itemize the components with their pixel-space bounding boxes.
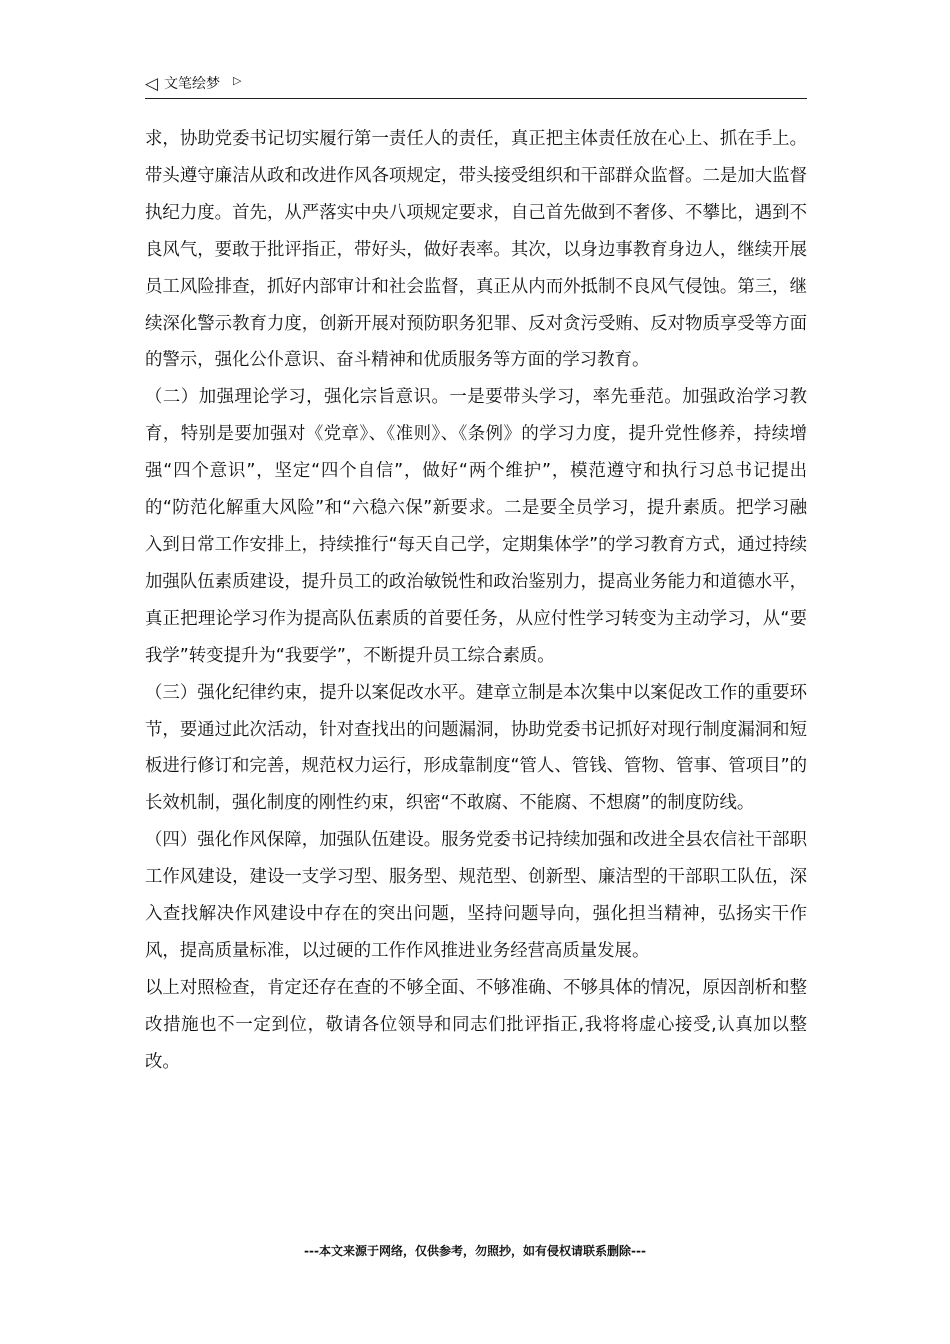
paragraph-discipline: （三）强化纪律约束，提升以案促改水平。建章立制是本次集中以案促改工作的重要环节，要通过此次活动，针对查找出的问题漏洞，协助党委书记抓好对现行制度漏洞和短板进行修订和完善，规范权力运行，形成靠制度“管人、管钱、管物、管事、管项目”的长效机制，强化制度的刚性约束，织密“不敢腐、不能腐、不想腐”的制度防线。 [145, 682, 807, 814]
paragraph-supervision: 求，协助党委书记切实履行第一责任人的责任，真正把主体责任放在心上、抓在手上。带头遵守廉洁从政和改进作风各项规定，带头接受组织和干部群众监督。二是加大监督执纪力度。首先，从严落实中央八项规定要求，自己首先做到不奢侈、不攀比，遇到不良风气，要敢于批评指正，带好头，做好表率。其次，以身边事教育身边人，继续开展员工风险排查，抓好内部审计和社会监督，真正从内而外抵制不良风气侵蚀。第三，继续深化警示教育力度，创新开展对预防职务犯罪、反对贪污受贿、反对物质享受等方面的警示，强化公仆意识、奋斗精神和优质服务等方面的学习教育。 [145, 129, 807, 371]
paragraph-work-style: （四）强化作风保障，加强队伍建设。服务党委书记持续加强和改进全县农信社干部职工作风建设，建设一支学习型、服务型、规范型、创新型、廉洁型的干部职工队伍，深入查找解决作风建设中存在的突出问题，坚持问题导向，强化担当精神，弘扬实干作风，提高质量标准，以过硬的工作作风推进业务经营高质量发展。 [145, 830, 807, 961]
page-header [145, 74, 807, 99]
paragraph-conclusion: 以上对照检查，肯定还存在查的不够全面、不够准确、不够具体的情况，原因剖析和整改措施也不一定到位，敬请各位领导和同志们批评指正,我将将虚心接受,认真加以整改。 [145, 977, 807, 1072]
triangle-right-icon: ▷ [233, 74, 242, 87]
triangle-left-icon: ◁ [145, 74, 159, 94]
paragraph-theory-study: （二）加强理论学习，强化宗旨意识。一是要带头学习，率先垂范。加强政治学习教育，特别是要加强对《党章》、《准则》、《条例》的学习力度，提升党性修养，持续增强“四个意识”，坚定“四个自信”，做好“两个维护”，模范遵守和执行习总书记提出的“防范化解重大风险”和“六稳六保”新要求。二是要全员学习，提升素质。把学习融入到日常工作安排上，持续推行“每天自己学，定期集体学”的学习教育方式，通过持续加强队伍素质建设，提升员工的政治敏锐性和政治鉴别力，提高业务能力和道德水平，真正把理论学习作为提高队伍素质的首要任务，从应付性学习转变为主动学习，从“要我学”转变提升为“我要学”，不断提升员工综合素质。 [145, 387, 807, 666]
document-body [145, 121, 807, 1081]
footer-disclaimer: ---本文来源于网络，仅供参考，勿照抄，如有侵权请联系删除--- [304, 1244, 646, 1258]
header-title: 文笔绘梦 [164, 76, 220, 92]
